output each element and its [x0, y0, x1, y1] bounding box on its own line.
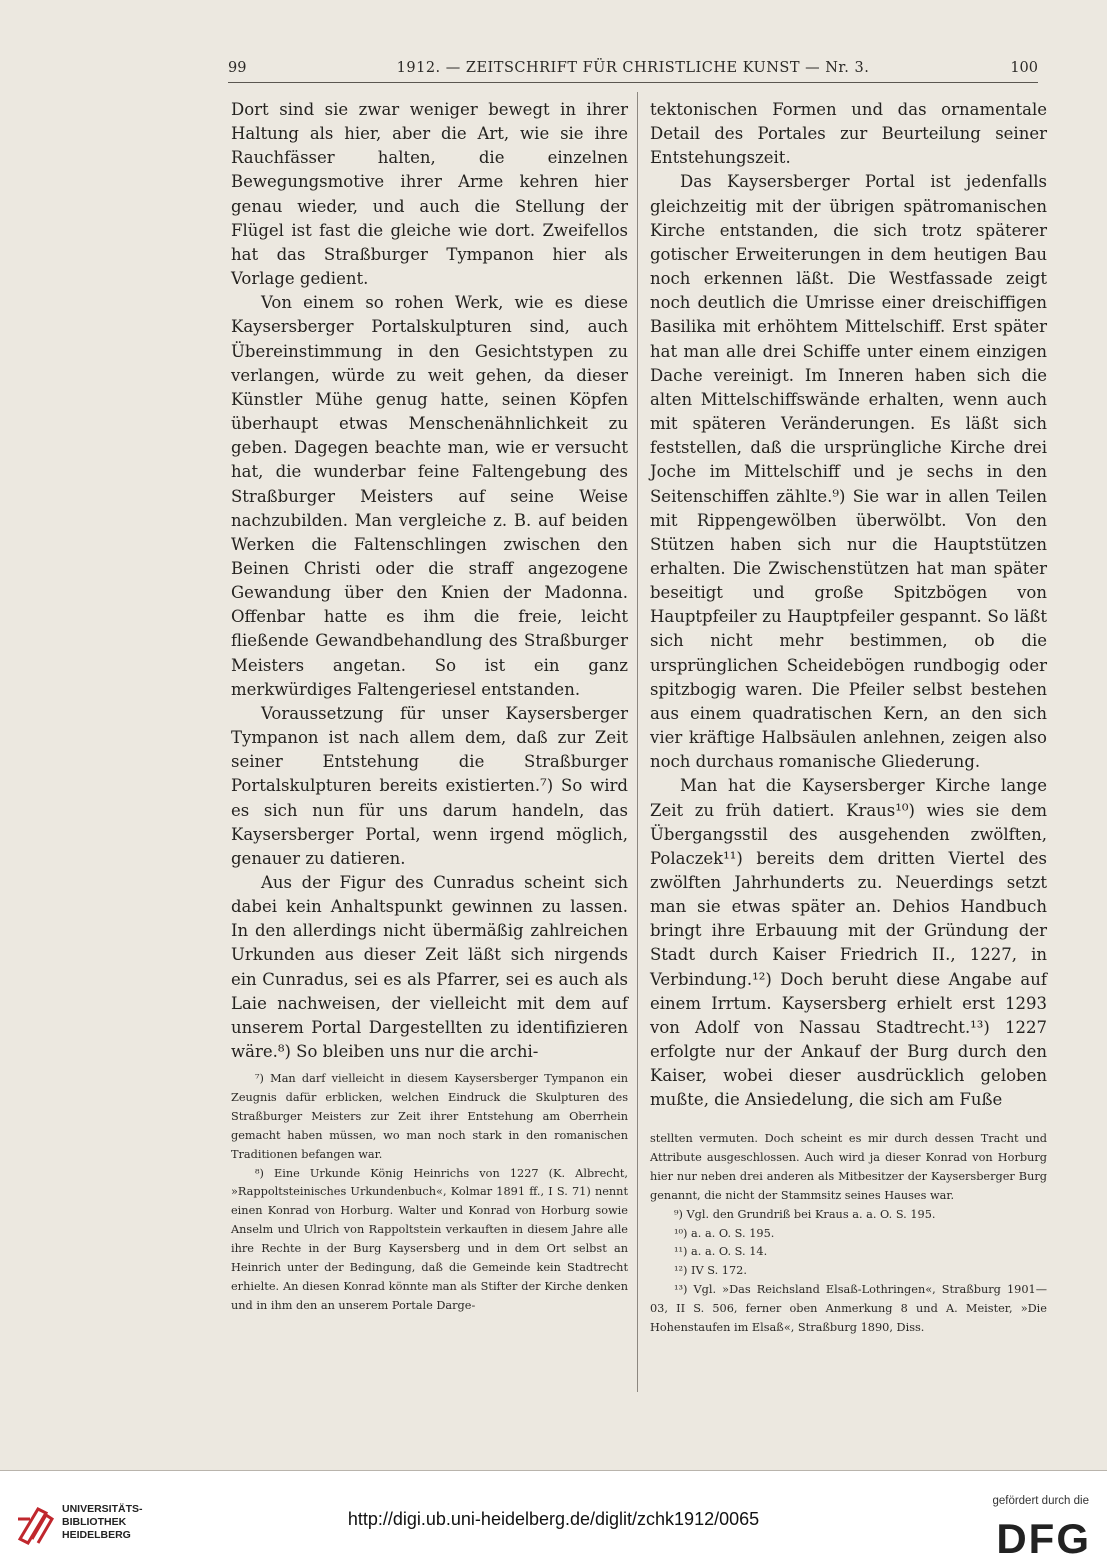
- sponsor-label: gefördert durch die: [992, 1495, 1089, 1507]
- paragraph: Voraussetzung für unser Kaysersberger Tympanon ist nach allem dem, daß zur Zeit seiner Entstehung die Straßburger Portalskulpturen bereits existierten.⁷) So wird es sich nun für uns darum handeln, das Kaysersberger Portal, wenn irgend möglich, genauer zu datieren.: [231, 703, 628, 868]
- footnote: ⁹) Vgl. den Grundriß bei Kraus a. a. O. S. 195.: [674, 1207, 936, 1221]
- right-column: [650, 98, 1047, 1113]
- dfg-logo-icon: DFG: [996, 1515, 1091, 1562]
- footnote: ¹³) Vgl. »Das Reichsland Elsaß-Lothringen«, Straßburg 1901—03, II S. 506, ferner oben Anmerkung 8 und A. Meister, »Die Hohenstaufen im Elsaß«, Straßburg 1890, Diss.: [650, 1283, 1047, 1335]
- footnote: ¹²) IV S. 172.: [674, 1264, 747, 1278]
- footnote: ⁸) Eine Urkunde König Heinrichs von 1227 (K. Albrecht, »Rappoltsteinisches Urkundenbuch«, Kolmar 1891 ff., I S. 71) nennt einen Konrad von Horburg. Walter und Konrad von Horburg sowie Anselm und Ulrich von Rappoltstein verkauften in diesem Jahre alle ihre Rechte in der Burg Kaysersberg und in dem Ort selbst an Heinrich unter der Bedingung, daß die Gemeinde kein Stadtrecht erhielte. An diesen Konrad könnte man als Stifter der Kirche denken und in ihm den an unserem Portale Darge-: [231, 1166, 628, 1312]
- page-number-left: 99: [228, 60, 247, 76]
- paragraph: Von einem so rohen Werk, wie es diese Kaysersberger Portalskulpturen sind, auch Übereinstimmung in den Gesichtstypen zu verlangen, würde zu weit gehen, da dieser Künstler Mühe genug hatte, seinen Köpfen überhaupt etwas Menschenähnlichkeit zu geben. Dagegen beachte man, wie er versucht hat, die wunderbar feine Faltengebung des Straßburger Meisters auf seine Weise nachzubilden. Man vergleiche z. B. auf beiden Werken die Faltenschlingen zwischen den Beinen Christi oder die straff angezogene Gewandung über den Knien der Madonna. Offenbar hatte es ihm die freie, leicht fließende Gewandbehandlung des Straßburger Meisters angetan. So ist ein ganz merkwürdiges Faltengeriesel entstanden.: [231, 293, 628, 699]
- library-name-line: UNIVERSITÄTS-: [62, 1503, 143, 1515]
- footnote: stellten vermuten. Doch scheint es mir durch dessen Tracht und Attribute ausgeschlossen. Auch wird ja dieser Konrad von Horburg hier nur neben drei anderen als Mitbesitzer der Kaysersberger Burg genannt, die nicht der Stammsitz seines Hauses war.: [650, 1132, 1047, 1202]
- header-rule: [228, 82, 1038, 83]
- permalink-url[interactable]: http://digi.ub.uni-heidelberg.de/diglit/zchk1912/0065: [347, 1509, 760, 1529]
- paragraph: Aus der Figur des Cunradus scheint sich dabei kein Anhaltspunkt gewinnen zu lassen. In den allerdings nicht übermäßig zahlreichen Urkunden aus dieser Zeit läßt sich nirgends ein Cunradus, sei es als Pfarrer, sei es auch als Laie nachweisen, der vielleicht mit dem auf unserem Portal Dargestellten zu identifizieren wäre.⁸) So bleiben uns nur die archi-: [231, 873, 628, 1062]
- paragraph: Das Kaysersberger Portal ist jedenfalls gleichzeitig mit der übrigen spätromanischen Kirche entstanden, die sich trotz späterer gotischer Erweiterungen in dem heutigen Bau noch erkennen läßt. Die Westfassade zeigt noch deutlich die Umrisse einer dreischiffigen Basilika mit erhöhtem Mittelschiff. Erst später hat man alle drei Schiffe unter einem einzigen Dache vereinigt. Im Inneren haben sich die alten Mittelschiffswände erhalten, wenn auch mit späteren Veränderungen. Es läßt sich feststellen, daß die ursprüngliche Kirche drei Joche im Mittelschiff und je sechs in den Seitenschiffen zählte.⁹) Sie war in allen Teilen mit Rippengewölben überwölbt. Von den Stützen haben sich nur die Hauptstützen erhalten. Die Zwischenstützen hat man später beseitigt und große Spitzbögen von Hauptpfeiler zu Hauptpfeiler gespannt. So läßt sich nicht mehr bestimmen, ob die ursprünglichen Scheidebögen rundbogig oder spitzbogig waren. Die Pfeiler selbst bestehen aus einem quadratischen Kern, an den sich vier kräftige Halbsäulen anlehnen, zeigen also noch durchaus romanische Gliederung.: [650, 172, 1047, 772]
- footnote: ¹¹) a. a. O. S. 14.: [674, 1245, 768, 1259]
- paragraph: Man hat die Kaysersberger Kirche lange Zeit zu früh datiert. Kraus¹⁰) wies sie dem Übergangsstil des ausgehenden zwölften, Polaczek¹¹) bereits dem dritten Viertel des zwölften Jahrhunderts zu. Neuerdings setzt man sie etwas später an. Dehios Handbuch bringt ihre Erbauung mit der Gründung der Stadt durch Kaiser Friedrich II., 1227, in Verbindung.¹²) Doch beruht diese Angabe auf einem Irrtum. Kaysersberg erhielt erst 1293 von Adolf von Nassau Stadtrecht.¹³) 1227 erfolgte nur der Ankauf der Burg durch den Kaiser, wobei dieser ausdrücklich geloben mußte, die Ansiedelung, die sich am Fuße: [650, 776, 1047, 1110]
- footnote: ⁷) Man darf vielleicht in diesem Kaysersberger Tympanon ein Zeugnis dafür erblicken, welchen Eindruck die Skulpturen des Straßburger Meisters zur Zeit ihrer Entstehung am Oberrhein gemacht haben müssen, wo man noch stark in den romanischen Traditionen befangen war.: [231, 1072, 628, 1161]
- library-name-line: BIBLIOTHEK: [62, 1516, 127, 1528]
- footnote: ¹⁰) a. a. O. S. 195.: [674, 1226, 775, 1240]
- column-divider: [637, 92, 638, 1392]
- left-column: [231, 98, 628, 1064]
- running-header: [228, 60, 1038, 82]
- journal-title: 1912. — ZEITSCHRIFT FÜR CHRISTLICHE KUNST — Nr. 3.: [396, 60, 870, 76]
- library-name-line: HEIDELBERG: [62, 1529, 131, 1541]
- paragraph: Dort sind sie zwar weniger bewegt in ihrer Haltung als hier, aber die Art, wie sie ihre Rauchfässer halten, die einzelnen Bewegungsmotive ihrer Arme kehren hier genau wieder, und auch die Stellung der Flügel ist fast die gleiche wie dort. Zweifellos hat das Straßburger Tympanon hier als Vorlage gedient.: [231, 100, 628, 289]
- paragraph: tektonischen Formen und das ornamentale Detail des Portales zur Beurteilung seiner Entstehungszeit.: [650, 100, 1047, 168]
- left-footnotes: [231, 1070, 628, 1316]
- page-number-right: 100: [1010, 60, 1038, 76]
- right-footnotes: [650, 1130, 1047, 1338]
- digitization-footer: [0, 1470, 1107, 1568]
